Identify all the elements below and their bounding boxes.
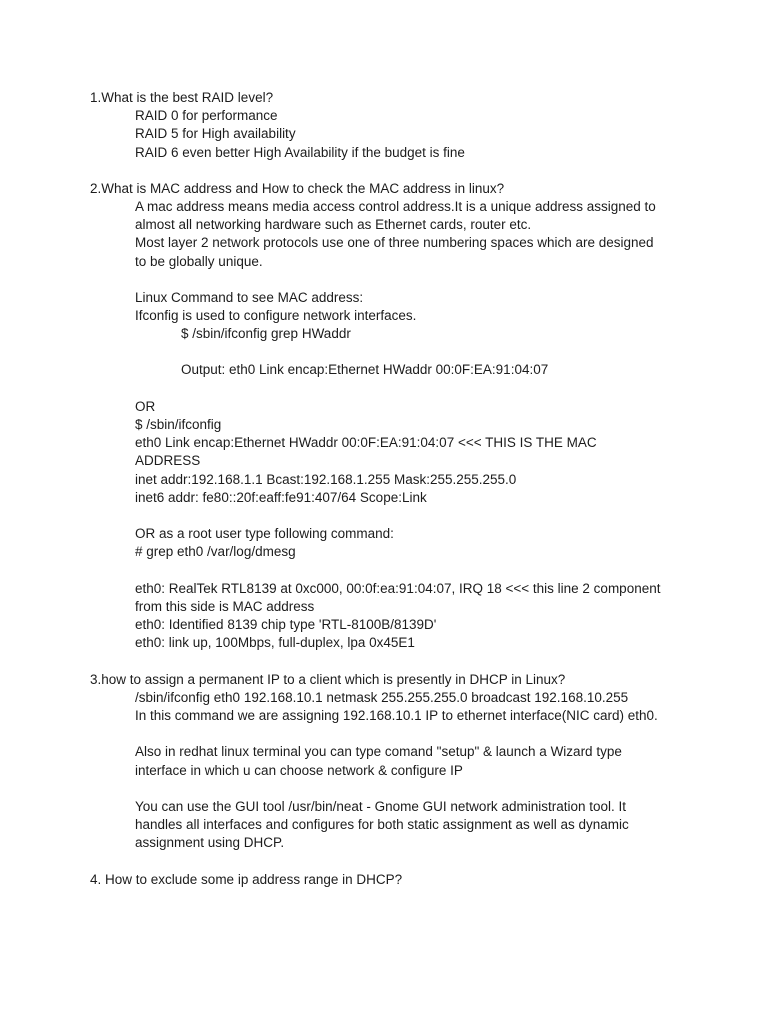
command-line: /sbin/ifconfig eth0 192.168.10.1 netmask 255.255.255.0 broadcast 192.168.10.255: [135, 690, 629, 705]
answer-line: Most layer 2 network protocols use one of three numbering spaces which are designed: [135, 235, 654, 250]
question-4: 4. How to exclude some ip address range in DHCP?: [90, 872, 403, 887]
output-line: Output: eth0 Link encap:Ethernet HWaddr 00:0F:EA:91:04:07: [181, 362, 549, 377]
answer-line: OR as a root user type following command:: [135, 526, 394, 541]
answer-line: Linux Command to see MAC address:: [135, 290, 364, 305]
question-1: 1.What is the best RAID level?: [90, 90, 274, 105]
output-line: eth0: link up, 100Mbps, full-duplex, lpa 0x45E1: [135, 635, 415, 650]
answer-line: assignment using DHCP.: [135, 835, 285, 850]
answer-line: OR: [135, 399, 156, 414]
command-line: $ /sbin/ifconfig: [135, 417, 222, 432]
answer-line: A mac address means media access control address.It is a unique address assigned to: [135, 199, 656, 214]
output-line: eth0 Link encap:Ethernet HWaddr 00:0F:EA:91:04:07 <<< THIS IS THE MAC: [135, 435, 597, 450]
answer-line: Also in redhat linux terminal you can type comand "setup" & launch a Wizard type: [135, 744, 622, 759]
answer-line: In this command we are assigning 192.168.10.1 IP to ethernet interface(NIC card) eth0.: [135, 708, 658, 723]
output-line: from this side is MAC address: [135, 599, 315, 614]
command-line: $ /sbin/ifconfig grep HWaddr: [181, 326, 351, 341]
answer-line: interface in which u can choose network & configure IP: [135, 763, 463, 778]
output-line: eth0: RealTek RTL8139 at 0xc000, 00:0f:ea:91:04:07, IRQ 18 <<< this line 2 component: [135, 581, 661, 596]
answer-line: RAID 5 for High availability: [135, 126, 296, 141]
output-line: eth0: Identified 8139 chip type 'RTL-8100B/8139D': [135, 617, 437, 632]
answer-line: You can use the GUI tool /usr/bin/neat - Gnome GUI network administration tool. It: [135, 799, 626, 814]
answer-line: RAID 6 even better High Availability if the budget is fine: [135, 145, 465, 160]
question-2: 2.What is MAC address and How to check the MAC address in linux?: [90, 181, 505, 196]
answer-line: to be globally unique.: [135, 254, 263, 269]
command-line: # grep eth0 /var/log/dmesg: [135, 544, 296, 559]
question-3: 3.how to assign a permanent IP to a client which is presently in DHCP in Linux?: [90, 672, 566, 687]
output-line: inet6 addr: fe80::20f:eaff:fe91:407/64 Scope:Link: [135, 490, 427, 505]
answer-line: RAID 0 for performance: [135, 108, 278, 123]
output-line: ADDRESS: [135, 453, 201, 468]
answer-line: handles all interfaces and configures for both static assignment as well as dynamic: [135, 817, 629, 832]
output-line: inet addr:192.168.1.1 Bcast:192.168.1.255 Mask:255.255.255.0: [135, 472, 517, 487]
answer-line: almost all networking hardware such as Ethernet cards, router etc.: [135, 217, 532, 232]
answer-line: Ifconfig is used to configure network interfaces.: [135, 308, 417, 323]
